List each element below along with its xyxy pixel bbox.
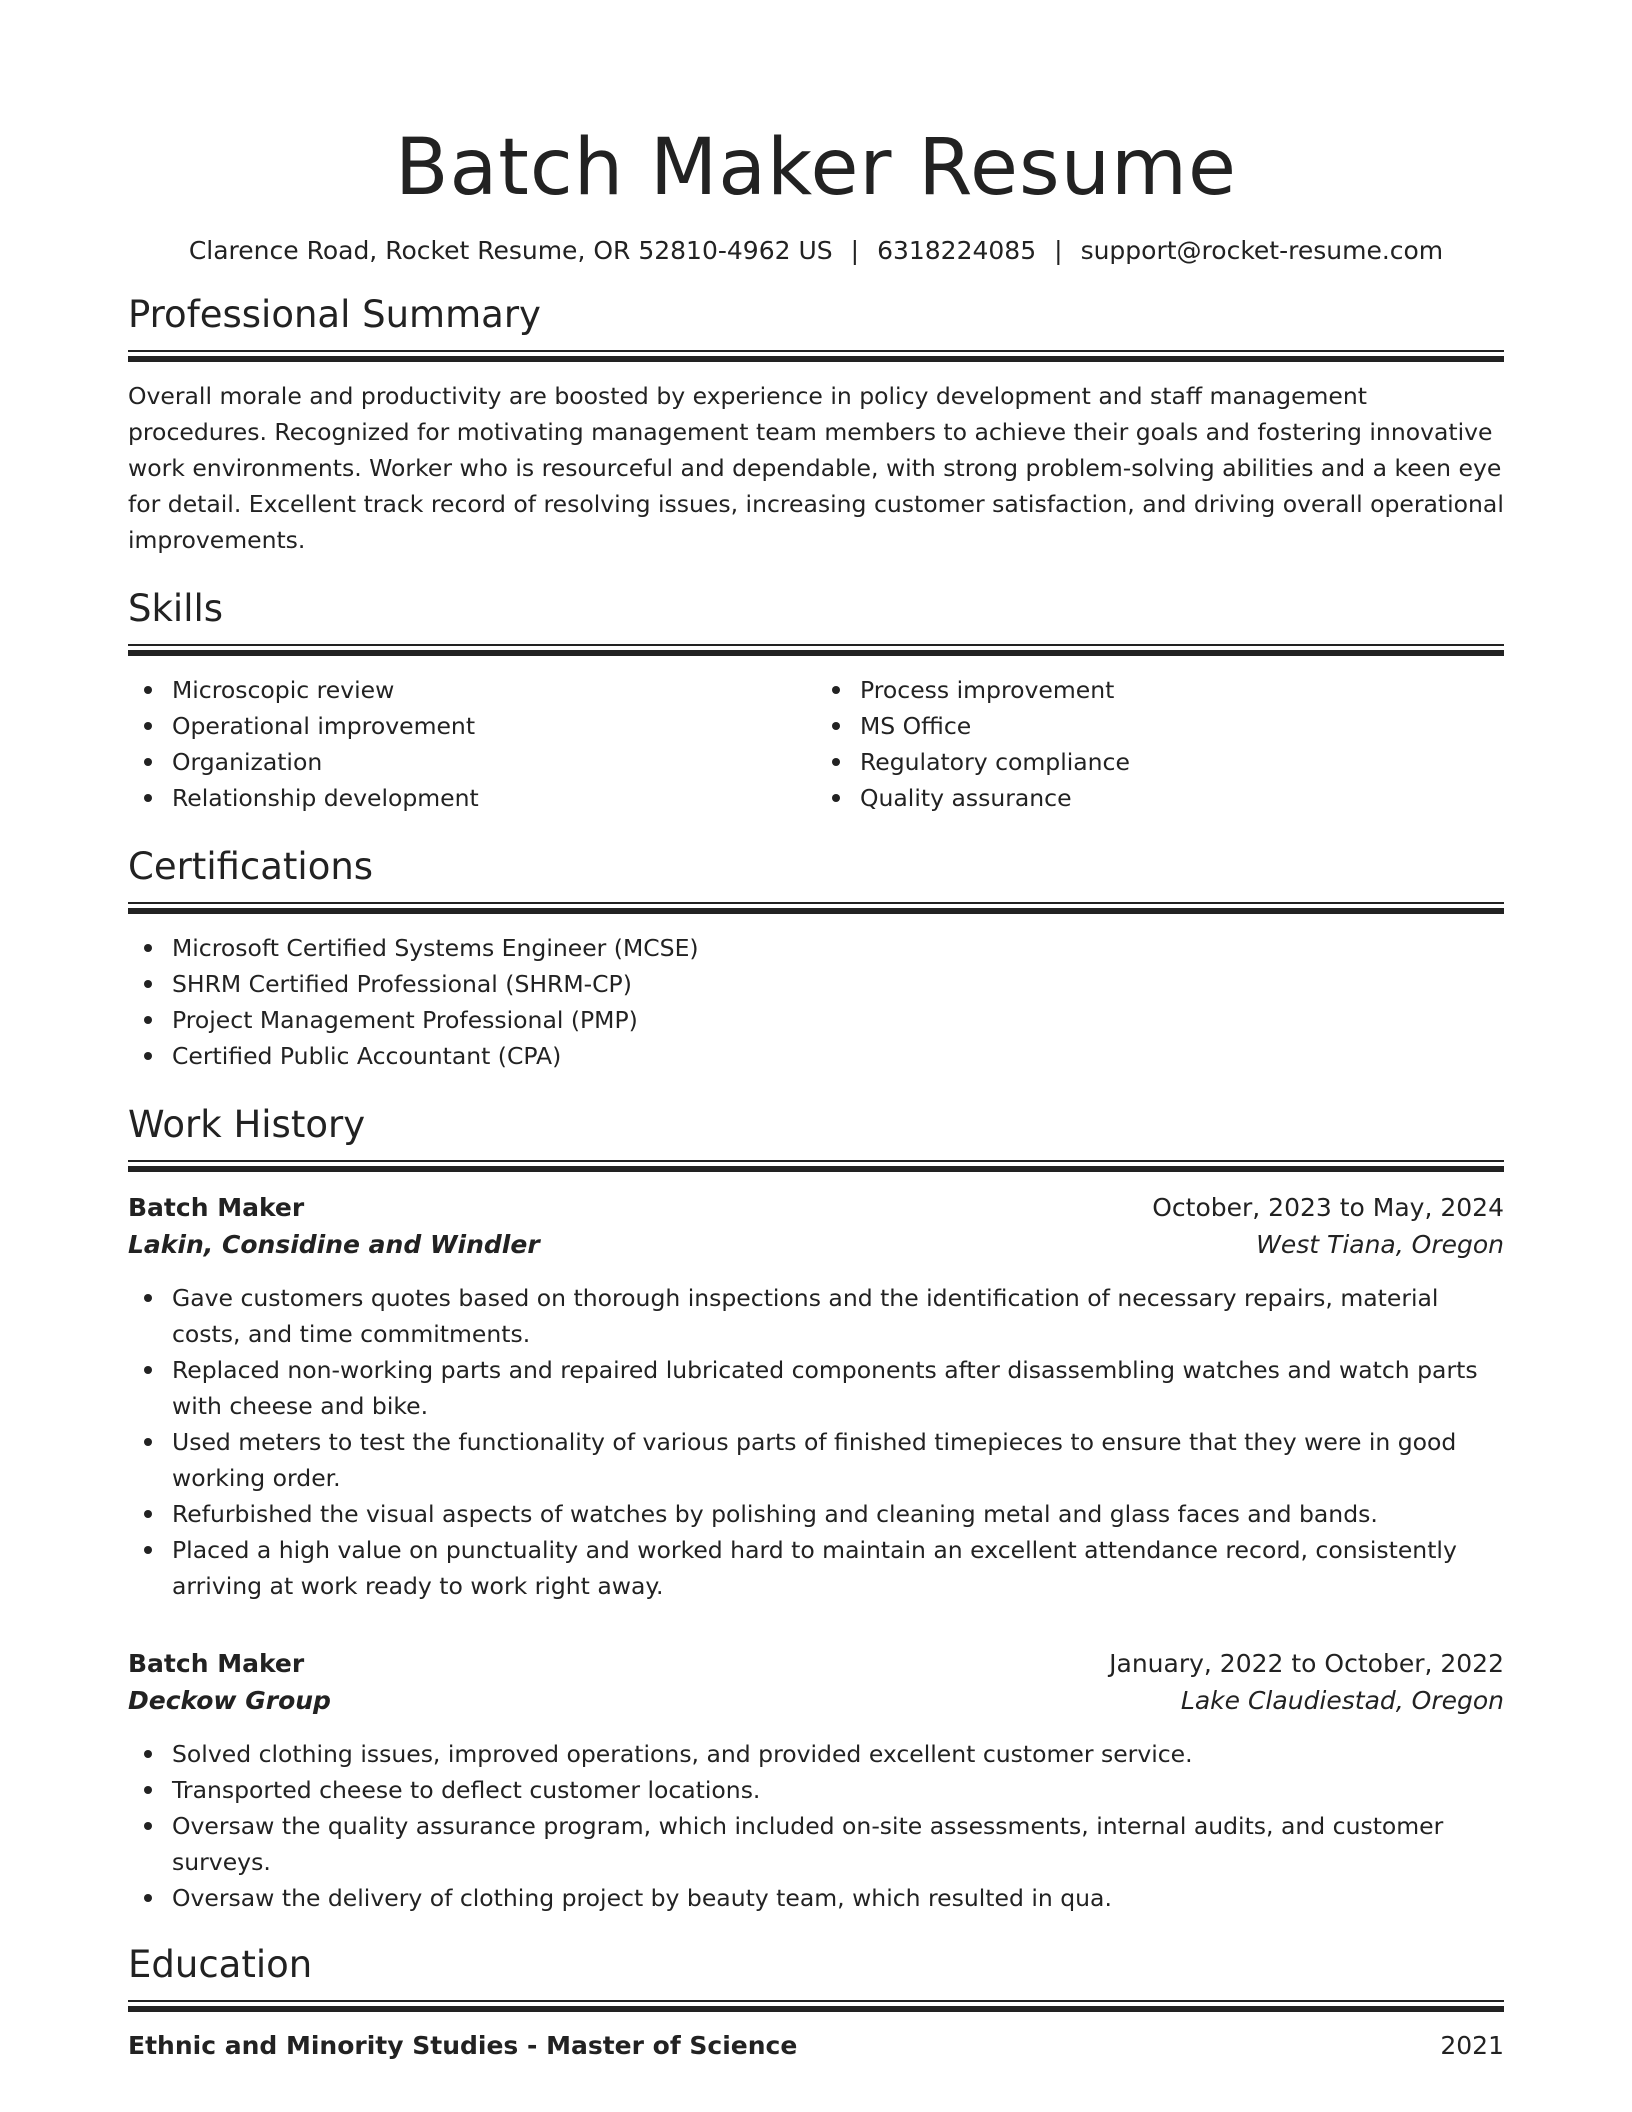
job-bullet: Refurbished the visual aspects of watches by polishing and cleaning metal and glass faces and bands. bbox=[128, 1496, 1504, 1532]
section-title-skills: Skills bbox=[128, 587, 224, 630]
job-company: Deckow Group bbox=[128, 1686, 331, 1715]
contact-email: support@rocket-resume.com bbox=[1080, 236, 1444, 265]
job-location: Lake Claudiestad, Oregon bbox=[1180, 1686, 1504, 1715]
job-bullet: Oversaw the delivery of clothing project by beauty team, which resulted in qua. bbox=[128, 1880, 1504, 1916]
job-entry bbox=[128, 1190, 1504, 1604]
job-bullet: Solved clothing issues, improved operations, and provided excellent customer service. bbox=[128, 1736, 1504, 1772]
job-dates: October, 2023 to May, 2024 bbox=[1152, 1193, 1504, 1222]
certifications-list bbox=[128, 930, 1504, 1074]
education-degree: Ethnic and Minority Studies - Master of Science bbox=[128, 2031, 798, 2060]
job-company: Lakin, Considine and Windler bbox=[128, 1230, 540, 1259]
section-divider bbox=[128, 350, 1504, 362]
job-bullet: Oversaw the quality assurance program, which included on-site assessments, internal audits, and customer surveys. bbox=[128, 1808, 1504, 1880]
section-divider bbox=[128, 2000, 1504, 2012]
job-bullet: Transported cheese to deflect customer locations. bbox=[128, 1772, 1504, 1808]
job-header-row bbox=[128, 1646, 1504, 1682]
skill-item: MS Office bbox=[816, 708, 1504, 744]
contact-separator: | bbox=[850, 236, 860, 265]
job-bullets bbox=[128, 1736, 1504, 1916]
contact-phone: 6318224085 bbox=[877, 236, 1037, 265]
certification-item: SHRM Certified Professional (SHRM-CP) bbox=[128, 966, 1504, 1002]
skill-item: Organization bbox=[128, 744, 816, 780]
section-title-education: Education bbox=[128, 1943, 313, 1986]
contact-separator: | bbox=[1054, 236, 1063, 265]
section-divider bbox=[128, 1160, 1504, 1172]
section-divider bbox=[128, 644, 1504, 656]
skill-item: Relationship development bbox=[128, 780, 816, 816]
job-title: Batch Maker bbox=[128, 1649, 305, 1678]
skills-grid bbox=[128, 672, 1504, 816]
job-bullet: Gave customers quotes based on thorough inspections and the identification of necessary repairs, material costs, and time commitments. bbox=[128, 1280, 1504, 1352]
certification-item: Certified Public Accountant (CPA) bbox=[128, 1038, 1504, 1074]
skills-column-right bbox=[816, 672, 1504, 816]
certification-item: Microsoft Certified Systems Engineer (MCSE) bbox=[128, 930, 1504, 966]
skill-item: Operational improvement bbox=[128, 708, 816, 744]
section-divider bbox=[128, 902, 1504, 914]
section-title-summary: Professional Summary bbox=[128, 293, 541, 336]
resume-name: Batch Maker Resume bbox=[394, 123, 1238, 213]
certification-item: Project Management Professional (PMP) bbox=[128, 1002, 1504, 1038]
job-bullet: Replaced non-working parts and repaired lubricated components after disassembling watches and watch parts with cheese and bike. bbox=[128, 1352, 1504, 1424]
section-title-work-history: Work History bbox=[128, 1103, 366, 1146]
skill-item: Microscopic review bbox=[128, 672, 816, 708]
job-title: Batch Maker bbox=[128, 1193, 305, 1222]
job-bullets bbox=[128, 1280, 1504, 1604]
job-company-row bbox=[128, 1226, 1504, 1264]
job-company-row bbox=[128, 1682, 1504, 1720]
skill-item: Quality assurance bbox=[816, 780, 1504, 816]
job-bullet: Used meters to test the functionality of various parts of finished timepieces to ensure that they were in good working order. bbox=[128, 1424, 1504, 1496]
skill-item: Process improvement bbox=[816, 672, 1504, 708]
education-row bbox=[128, 2028, 1504, 2064]
job-dates: January, 2022 to October, 2022 bbox=[1109, 1649, 1504, 1678]
job-header-row bbox=[128, 1190, 1504, 1226]
job-bullet: Placed a high value on punctuality and worked hard to maintain an excellent attendance record, consistently arriving at work ready to work right away. bbox=[128, 1532, 1504, 1604]
education-year: 2021 bbox=[1440, 2031, 1504, 2060]
contact-address: Clarence Road, Rocket Resume, OR 52810-4962 US bbox=[188, 236, 833, 265]
job-entry bbox=[128, 1646, 1504, 1916]
job-location: West Tiana, Oregon bbox=[1256, 1230, 1504, 1259]
skills-column-left bbox=[128, 672, 816, 816]
section-title-certifications: Certifications bbox=[128, 845, 374, 888]
contact-line bbox=[128, 234, 1504, 268]
summary-text: Overall morale and productivity are boosted by experience in policy development and staff management procedures. Recognized for motivating management team members to achieve their goals and fostering innovative work environments. Worker who is resourceful and dependable, with strong problem-solving abilities and a keen eye for detail. Excellent track record of resolving issues, increasing customer satisfaction, and driving overall operational improvements. bbox=[128, 382, 1504, 554]
skill-item: Regulatory compliance bbox=[816, 744, 1504, 780]
